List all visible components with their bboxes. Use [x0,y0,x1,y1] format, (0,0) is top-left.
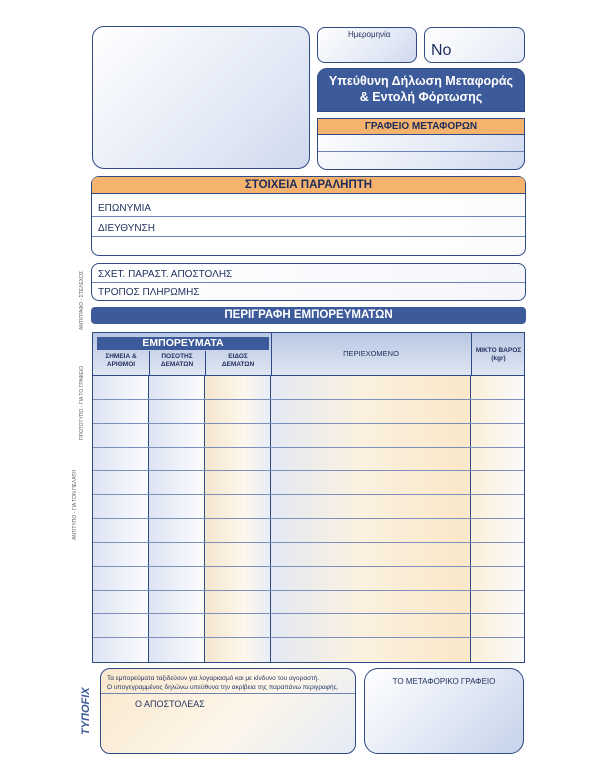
office-line [318,151,524,152]
table-row-line [93,566,524,567]
transport-office-box[interactable] [317,118,525,170]
shipment-ref-label: ΣΧΕΤ. ΠΑΡΑΣΤ. ΑΠΟΣΤΟΛΗΣ [98,269,233,280]
table-row-line [93,637,524,638]
name-label: ΕΠΩΝΥΜΙΑ [98,203,152,214]
table-row-line [93,399,524,400]
address-line[interactable] [92,236,525,237]
goods-heading: ΠΕΡΙΓΡΑΦΗ ΕΜΠΟΡΕΥΜΑΤΩΝ [91,307,526,324]
disclaimer: Τα εμπορεύματα ταξιδεύουν για λογαριασμό και με κίνδυνο του αγοραστή. Ο υπογεγραμμένος δηλώνω υπεύθυνα την ακρίβεια της παραπάνω περιγραφής. [107,675,339,691]
number-label: No [431,42,452,59]
payment-method-label: ΤΡΟΠΟΣ ΠΛΗΡΩΜΗΣ [98,287,200,298]
table-row-line [93,542,524,543]
recipient-section [91,176,526,256]
goods-table [92,332,525,663]
side-note-1: ΑΝΤΙΤΥΠΟ - ΓΙΑ ΤΟΝ ΠΕΛΑΤΗ [72,470,78,540]
number-box[interactable] [424,27,525,63]
address-label: ΔΙΕΥΘΥΝΣΗ [98,223,155,234]
contents-header: ΠΕΡΙΕΧΟΜΕΝΟ [343,349,399,358]
table-row-line [93,470,524,471]
brand-text: ΤΥΠΟFIX [80,687,92,735]
date-box[interactable] [317,27,417,63]
transport-office-label: ΓΡΑΦΕΙΟ ΜΕΤΑΦΟΡΩΝ [318,119,524,135]
table-row-line [93,447,524,448]
logo-area [92,26,310,169]
title-line-2: & Εντολή Φόρτωσης [359,90,483,104]
table-row-line [93,494,524,495]
kind-header: ΕΙΔΟΣ ΔΕΜΑΤΩΝ [221,353,255,368]
goods-group-heading: ΕΜΠΟΡΕΥΜΑΤΑ [97,337,269,350]
form-title [317,68,525,112]
name-line[interactable] [92,216,525,217]
side-note-3: ΑΝΤΙΓΡΑΦΟ - ΣΤΕΛΕΧΟΣ [79,270,85,330]
table-rows[interactable] [93,375,524,662]
side-note-2: ΠΡΩΤΟΤΥΠΟ - ΓΙΑ ΤΟ ΓΡΑΦΕΙΟ [79,365,85,440]
table-row-line [93,613,524,614]
date-label: Ημερομηνία [348,30,391,39]
marks-header: ΣΗΜΕΙΑ & ΑΡΙΘΜΟΙ [105,353,137,368]
shipment-section [91,263,526,301]
recipient-heading: ΣΤΟΙΧΕΙΑ ΠΑΡΑΛΗΠΤΗ [92,177,525,194]
brand-logo [76,687,94,735]
table-row-line [93,423,524,424]
title-line-1: Υπεύθυνη Δήλωση Μεταφοράς [328,74,514,88]
sender-box[interactable] [100,668,356,754]
table-row-line [93,518,524,519]
weight-header: ΜΙΚΤΟ ΒΑΡΟΣ (kgr) [475,347,522,362]
quantity-header: ΠΟΣΟΤΗΣ ΔΕΜΑΤΩΝ [160,353,194,368]
shipment-ref-line[interactable] [92,282,525,283]
disclaimer-line [101,693,355,694]
carrier-label: ΤΟ ΜΕΤΑΦΟΡΙΚΟ ΓΡΑΦΕΙΟ [392,677,496,686]
sender-label: Ο ΑΠΟΣΤΟΛΕΑΣ [135,699,205,709]
carrier-box[interactable] [364,668,524,754]
table-row-line [93,590,524,591]
